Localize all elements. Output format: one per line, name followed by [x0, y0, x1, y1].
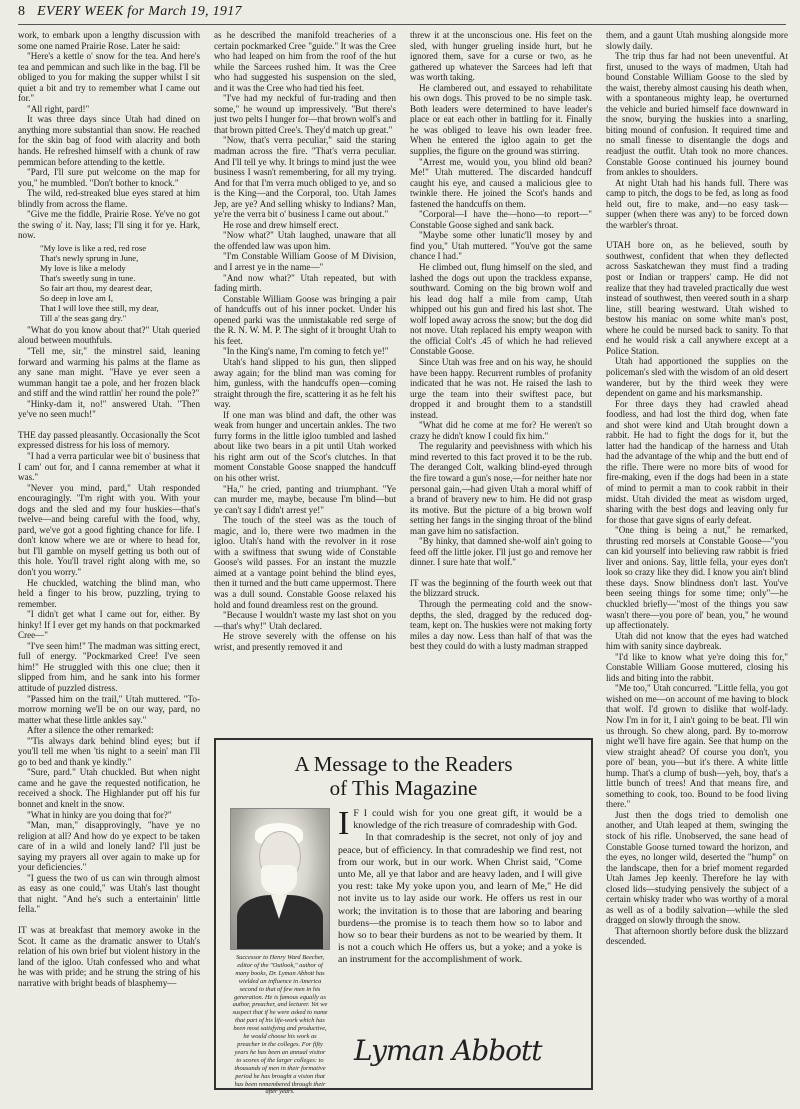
paragraph: "Passed him on the trail," Utah muttered. "To-morrow morning we'll be on our way, pard, no matter what these little ankles say." — [18, 693, 200, 725]
message-paragraph-1: F I could wish for you one great gift, it would be a knowledge of the rich treasure of comradeship with God. — [353, 808, 582, 832]
verse-line: So fair art thou, my dearest dear, — [40, 282, 153, 293]
paragraph: "I'd like to know what ye're doing this for," Constable William Goose muttered, closing his lids and biting into the rabbit. — [606, 651, 788, 683]
message-first-paragraph — [338, 805, 582, 842]
paragraph: "'Tis always dark behind blind eyes; but if you'll tell me when 'tis night to a seein' man I'll go to bed and thank ye kindly." — [18, 735, 200, 767]
paragraph: "Because I wouldn't waste my last shot on you—that's why!" Utah declared. — [214, 610, 396, 631]
paragraph: "What did he come at me for? He weren't so crazy he didn't know I could fix him." — [410, 420, 592, 441]
paragraph: "I've seen him!" The madman was sitting erect, full of energy. "Pockmarked Cree! I've seen him!" He struggled with this one clue; then it slipped from him, and he sank into his former attitude of puzzled distress. — [18, 640, 200, 693]
verse-line: So deep in love am I, — [40, 292, 114, 303]
paragraph: It was three days since Utah had dined on anything more substantial than snow. He reached for the skin bag of food with alacrity and both hands. He refreshed himself with a chunk of raw pemmican before attending to the kettle. — [18, 114, 200, 167]
verse-line: That's sweetly sung in tune. — [40, 272, 136, 283]
paragraph: He chuckled, watching the blind man, who held a finger to his brow, puzzling, trying to remember. — [18, 577, 200, 609]
paragraph: Utah had apportioned the supplies on the policeman's sled with the wisdom of an old desert wanderer, but by the third week they were dependent on game and his marksmanship. — [606, 356, 788, 399]
text-column-4 — [606, 30, 788, 1090]
paragraph: them, and a gaunt Utah mushing alongside more slowly daily. — [606, 30, 788, 51]
paragraph: work, to embark upon a lengthy discussion with some one named Prairie Rose. Later he said: — [18, 30, 200, 51]
paragraph: The wild, red-streaked blue eyes stared at him blindly from across the flame. — [18, 188, 200, 209]
paragraph: Utah's hand slipped to his gun, then slipped away again; for the blind man was coming for him, gunless, with the handcuffs open—coming straight through the fire, scattering it as he felt his way. — [214, 356, 396, 410]
paragraph: "Ha," he cried, panting and triumphant. "Ye can murder me, maybe, because I'm blind—but ye can't say I didn't arrest ye!" — [214, 483, 396, 515]
paragraph: "What do you know about that?" Utah queried aloud between mouthfuls. — [18, 324, 200, 346]
drop-cap: I — [338, 805, 350, 842]
paragraph: Just then the dogs tried to demolish one another, and Utah leaped at them, swinging the stock of his rifle. Unobserved, the sane head of Constable Goose turned toward the horizon, and the eyes, no longer wild, deserted the "hump" on the landscape, then for a brief moment regarded Utah James Jep keenly. Therefore he lay with closed lids—studying pensively the subject of a certain whisky trader who was worthy of a moral as well as of a bodily salvation—while the sled dragged on slowly through the snow. — [606, 809, 788, 926]
paragraph: "And now what?" Utah repeated, but with fading mirth. — [214, 272, 396, 294]
paragraph: threw it at the unconscious one. His feet on the sled, with hunger grueling inside hurt, but he ignored them, save for a curse or two, as he gathered up whatever the Sarcees had left that was worth taking. — [410, 30, 592, 83]
paragraph: He clambered out, and essayed to rehabilitate his own dogs. This proved to be no simple task. Both leaders were determined to have leader's place or eat each other in battling for it. Finally he was obliged to leave his own leader free. When he entered the igloo again to get the supplies, the figure on the ground was stirring. — [410, 82, 592, 157]
verse-line: "My love is like a red, red rose — [40, 242, 147, 253]
paragraph: "Me too," Utah concurred. "Little fella, you got wished on me—on account of me having to block that wolf. I'd grown to dislike that wolf-lady. Now I'm in for it, I ain't going to be beat. I'll win us through. So chew along, pard. By to-morrow night we'll have fire again. See that hump on the view straight ahead? Of course you don't, you pore ol' bean, you—but it's there. A white little hump. That's a clump of bush—yeh, boy, that's a little bunch of trees! And that means fire, and something to cook, too. Bound to be food living there." — [606, 683, 788, 810]
paragraph: After a silence the other remarked: — [27, 725, 154, 736]
verse-line: Till a' the seas gang dry." — [40, 312, 127, 323]
message-paragraph-2: In that comradeship is the secret, not only of joy and peace, but of efficiency. In that comradeship we find rest, not from our work, but in our work. When Christ said, "Come unto Me, all ye that labor and are heavy laden, and I will give you rest: take My yoke upon you, and learn of Me," He did not invite us to lay aside our work. He offers us rest in our work; the invitation is to those that are laboring and bearing burdens—the promise is to teach them how so to labor and how so to bear their burdens as not to be wearied by them. It is not a couch which He offers us, but a yoke; and a yoke is an instrument for the accomplishment of work. — [338, 832, 582, 966]
paragraph: "I'm Constable William Goose of M Division, and I arrest ye in the name—" — [214, 251, 396, 273]
paragraph: He rose and drew himself erect. — [223, 219, 339, 230]
message-box-title — [216, 752, 591, 800]
section-lead-paragraph: THE day passed pleasantly. Occasionally the Scot expressed distress for his loss of memory. — [18, 429, 200, 451]
text-column-1 — [18, 30, 200, 1090]
paragraph: "Tell me, sir," the minstrel said, leaning forward and warming his palms at the flame as any sane man might. "Have ye ever seen a wumman hangit tae a pole, and her frozen black and stiff and the wind rattlin' her round the pole?" — [18, 346, 200, 399]
page-number: 8 — [18, 4, 26, 19]
paragraph: "Now, that's verra peculiar," said the staring madman across the fire. "That's verra peculiar. And I'll tell ye why. It brings to mind just the wee business I wasn't remembering, for all my trying. And for that I'm verra much obliged to ye, and so is the King—and the Corporal, too. Utah James Jep, are ye? And selling whisky to Indians? Man, ye're the verra bit o' business I came out about." — [214, 135, 396, 220]
text-column-3 — [410, 30, 592, 730]
paragraph: "What in hinky are you doing that for?" — [27, 809, 172, 820]
paragraph: If one man was blind and daft, the other was weak from hunger and uncertain ankles. The two furry forms in the little igloo tumbled and lashed about like two bears in a pit until Utah worked his right arm out of the Scot's clutches. In that moment Constable Goose snapped the handcuff on his other wrist. — [214, 409, 396, 483]
paragraph: "All right, pard!" — [27, 103, 90, 114]
section-lead-paragraph: UTAH bore on, as he believed, south by southwest, confident that when they deflected across Saskatchewan they must find a trading post or Indian or trappers' camp. He did not realize that they had traveled practically due west instead of southwest, then veered south in a sharp line, still bearing westward. Utah wished to bestow his maniac on some white man's post, where he could be nursed back to sanity. To that end he would risk a call anywhere except at a Police Station. — [606, 240, 788, 356]
paragraph: "In the King's name, I'm coming to fetch ye!" — [223, 346, 389, 357]
paragraph: "I've had my neckful of fur-trading and then some," he wound up impressively. "But there's just two pelts I hunger for—that brown wolf's and that brown pitted Cree's. They'd match up great." — [214, 93, 396, 135]
paragraph: Through the permeating cold and the snow-depths, the sled, dragged by the reduced dog-team, kept on. The huskies were not making forty miles a day now. Less than half of that was the best they could do with a lusty madman strapped — [410, 598, 592, 652]
verse-line: That I will love thee still, my dear, — [40, 302, 159, 313]
paragraph: The trip thus far had not been uneventful. At first, unused to the ways of madmen, Utah had bound Constable William Goose to the sled by the waist, thereby almost causing his death when, with a spontaneous mighty leap, he overturned the vehicle and buried himself face downward in the snow, burying the huskies into a snarling, biting mound of confusion. It required time and no small finesse to disentangle the dogs and readjust the outfit. Utah took no more chances. Constable Goose continued his journey bound from ankles to shoulders. — [606, 51, 788, 178]
paragraph: "Maybe some other lunatic'll mosey by and find you," Utah muttered. "You've got the same chance I had." — [410, 230, 592, 262]
paragraph: "Corporal—I have the—hono—to report—" Constable Goose sighed and sank back. — [410, 209, 592, 230]
paragraph: "Hinky-dam it, no!" answered Utah. "Then ye've no seen much!" — [18, 398, 200, 420]
section-lead-paragraph: IT was at breakfast that memory awoke in the Scot. It came as the dramatic answer to Utah's relation of his own brief but violent history in the land of the igloo. Utah confessed who and what he was with pride; and he strung the string of his narrative with bright beads of blasphemy— — [18, 925, 200, 988]
paragraph: "I didn't get what I came out for, either. By hinky! If I ever get my hands on that pockmarked Cree—" — [18, 609, 200, 641]
paragraph: "Man, man," disapprovingly, "have ye no religion at all? And how do ye expect to be taken care of in a wild and lonely land? I'll just be saying my prayers all over again to make up for your deficiencies." — [18, 820, 200, 873]
paragraph: "Arrest me, would you, you blind old bean? Me!" Utah muttered. The discarded handcuff caught his eye, and caused a malicious glee to twinkle there. He joined the Scot's hands and fastened the handcuffs on them. — [410, 156, 592, 209]
paragraph: He climbed out, flung himself on the sled, and lashed the dogs out upon the trackless expanse, southward. Coming on the big brown wolf and his lead dog half a mile from camp, Utah whipped out his gun and fired his last shot. The wolf loped away across the snow; but the dog did not move. Utah replaced his empty weapon with the official Colt's .45 of which he had relieved Constable Goose. — [410, 262, 592, 357]
paragraph: "Never you mind, pard," Utah responded encouragingly. "I'm right with you. With your dogs and the sled and my four huskies—that's twelve—and being careful with the food, why, pard, we've got a good fighting chance for life. I don't know where we are or where to head for, but I'll gamble on myself getting us both out of this hole. You'll travel right along with me, so don't you worry." — [18, 482, 200, 577]
song-verse — [40, 243, 200, 323]
author-portrait — [230, 808, 330, 950]
paragraph: At night Utah had his hands full. There was camp to pitch, the dogs to be fed, as long as food held out, fire to make, and—no easy task—supper (when there was any) to be forced down the warbler's throat. — [606, 177, 788, 230]
paragraph: That afternoon shortly before dusk the blizzard descended. — [606, 925, 788, 947]
text-column-2 — [214, 30, 396, 730]
paragraph: "Sure, pard." Utah chuckled. But when night came and he gave the requested notification, he received a shock. The Highlander put off his fur bonnet and knelt in the snow. — [18, 767, 200, 809]
author-signature: Lyman Abbott — [354, 1034, 542, 1067]
paragraph: as he described the manifold treacheries of a certain pockmarked Cree "guide." It was the Cree who had leaped on him from the roof of the hut while the Sarcees rushed him. It was the Cree who had suggested his suspension on the sled, and it was the Cree who had tied his feet. — [214, 30, 396, 93]
paragraph: "Now what?" Utah laughed, unaware that all the offended law was upon him. — [214, 230, 396, 251]
portrait-caption: Successor to Henry Ward Beecher, editor of the "Outlook," author of many books, Dr. Lyman Abbott has wielded an influence in America second to that of few men in his generation. He is famous equally as author, preacher, and lecturer. Yet we suspect that if he were asked to name that part of his life-work which has been most satisfying and productive, he would choose his work as preacher in the colleges. For fifty years he has been an annual visitor to scores of the larger colleges: to thousands of men in their formative period he has brought a vision that has been remembered through their after years. — [232, 954, 328, 1096]
paragraph: "Pard, I'll sure put welcome on the map for you," he mumbled. "Don't bother to knock." — [18, 167, 200, 188]
verse-line: My love is like a melody — [40, 262, 126, 273]
paragraph: "I had a verra particular wee bit o' business that I cam' out for, and I canna remember at what it was." — [18, 450, 200, 483]
paragraph: Utah did not know that the eyes had watched him with sanity since daybreak. — [606, 630, 788, 652]
paragraph: "By hinky, that damned she-wolf ain't going to feed off the little joker. I'll just go and remove her dinner. I sure hate that wolf." — [410, 536, 592, 568]
verse-line: That's newly sprung in June, — [40, 252, 139, 263]
message-box — [214, 738, 593, 1096]
paragraph: "Give me the fiddle, Prairie Rose. Ye've no got the swing o' it. Nay, lass; I'll sing it for ye. Hark, now. — [18, 209, 200, 241]
paragraph: "Here's a kettle o' snow for the tea. And here's tea and pemmican and such like in the bag. I'll be obliged to you for making the supper whilst I sit quiet a bit and try to remember what I came out for." — [18, 51, 200, 104]
message-text — [338, 805, 582, 967]
paragraph: The touch of the steel was as the touch of magic, and lo, there were two madmen in the igloo. Utah's hand with the revolver in it rose with a swiftness that swung wide of Constable Goose's wild passes. For an instant the muzzle aimed at a vantage point behind the blind eyes, then it turned and the butt came uppermost. There was a dull sound. Constable Goose relaxed his hold and found dreamless rest on the ground. — [214, 515, 396, 610]
running-title: EVERY WEEK for March 19, 1917 — [37, 4, 242, 19]
section-lead-paragraph: IT was the beginning of the fourth week out that the blizzard struck. — [410, 577, 592, 599]
title-line: A Message to the Readers — [294, 752, 513, 776]
header-rule — [18, 24, 786, 25]
paragraph: For three days they had crawled ahead foodless, and had lost the third dog, when fate and shot were kind and Utah brought down a rabbit. He had to fight the dogs for it, but the latter had the handicap of the harness and Utah had the advantage of the whip and the butt end of the rifle. There were no more bits of wood for fire-making, even if the dogs had been in a state of mind to permit a man to cook rabbit in their midst. Utah divided the meat as wisdom urged, sharing with the best dogs and leaving only fur for those that gave signs of early defeat. — [606, 398, 788, 525]
paragraph: He strove severely with the offense on his wrist, and presently removed it and — [214, 631, 396, 652]
paragraph: "I guess the two of us can win through almost as easy as one could," was Utah's last thought that night. "And he's such a entertainin' little fella." — [18, 872, 200, 915]
paragraph: Since Utah was free and on his way, he should have been happy. Recurrent rumbles of profanity indicated that he was not. He raised the lash to urge the team into their swiftest pace, but dropped it and brought them to a standstill instead. — [410, 356, 592, 420]
paragraph: Constable William Goose was bringing a pair of handcuffs out of his inner pocket. Under his opened parki was the unmistakable red serge of the R. N. W. M. P. The sight of it brought Utah to his feet. — [214, 293, 396, 346]
title-line: of This Magazine — [329, 776, 478, 800]
paragraph: "One thing is being a nut," he remarked, thrusting red morsels at Constable Goose—"you can kid yourself into believing raw rabbit is fried liver and onions. Say, little fella, your eyes don't look so crazy like they did. I know you ain't blind these days. Snow blindness don't last. You've been seeing things for some time; only"—he chuckled briefly—"most of the things you saw wasn't there—you pore ol' bean, you," he wound up affectionately. — [606, 525, 788, 631]
paragraph: The regularity and peevishness with which his mind reverted to this fact proved it to be the rub. The deranged Colt, walking blind-eyed through the fire toward a gun's nose,—for neither hate nor personal gain,—had given Utah a moral whiff of a brand of bravery new to him. He did not grasp its motive. But the picture of a big brown wolf setting her fangs in the singing throat of the blind man gave him no satisfaction. — [410, 441, 592, 536]
running-header — [18, 4, 778, 22]
